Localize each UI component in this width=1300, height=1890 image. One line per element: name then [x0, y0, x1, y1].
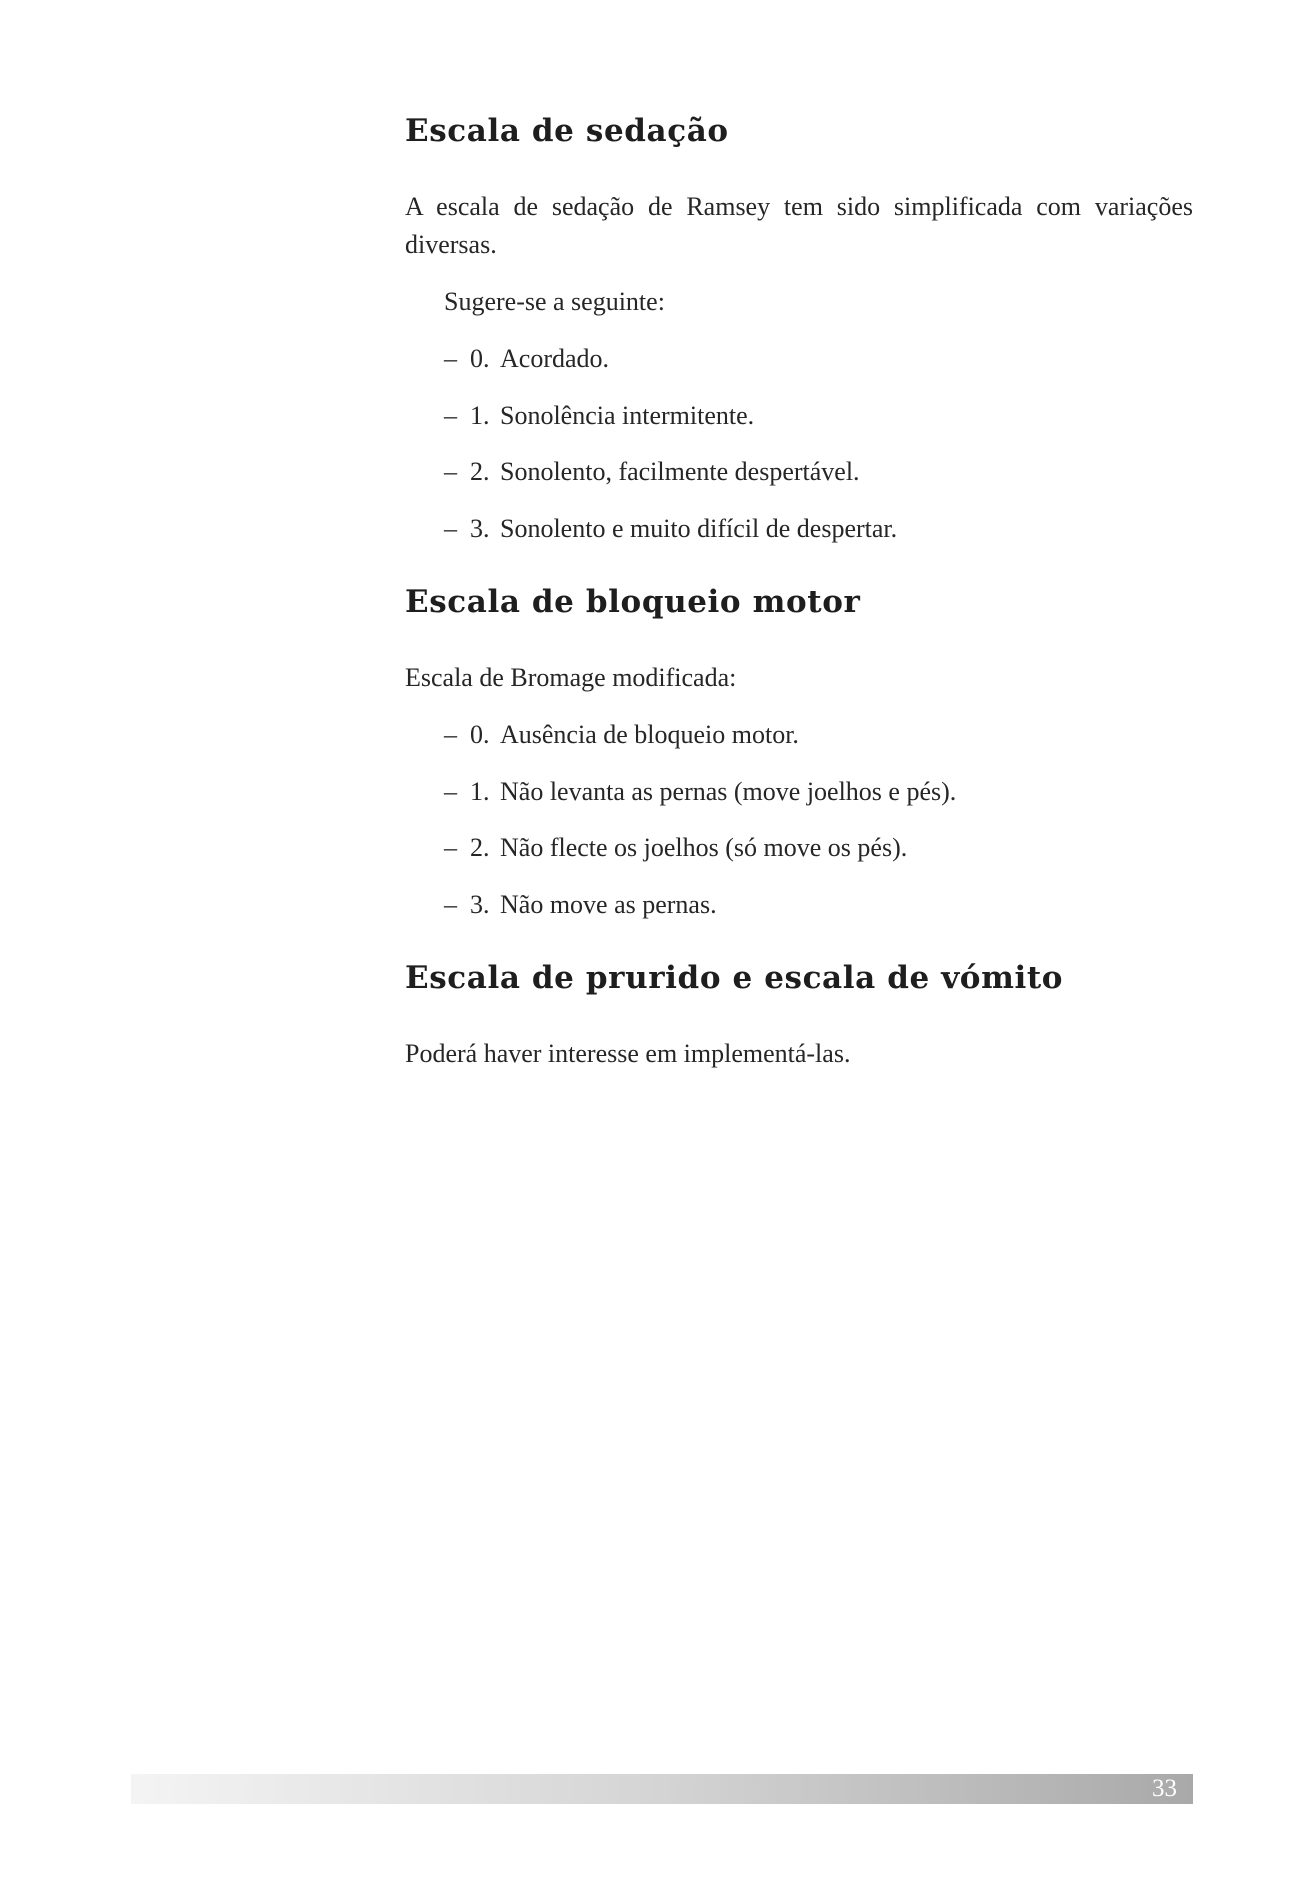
page-number: 33 — [1152, 1775, 1177, 1802]
list-text: Acordado. — [500, 344, 610, 373]
list-dash: – — [444, 344, 457, 373]
list-dash: – — [444, 514, 457, 543]
list-text: Não levanta as pernas (move joelhos e pés). — [500, 777, 957, 806]
list-item-bloqueio-0 — [444, 716, 799, 754]
list-item-bloqueio-3 — [444, 886, 717, 924]
list-dash: – — [444, 890, 457, 919]
footer-gradient-bar — [131, 1774, 1193, 1804]
list-item-sedacao-1 — [444, 397, 754, 435]
paragraph-bloqueio-intro: Escala de Bromage modificada: — [405, 663, 737, 692]
list-number: 2. — [470, 457, 490, 486]
list-number: 3. — [470, 890, 490, 919]
heading-escala-de-prurido-e-vomito: Escala de prurido e escala de vómito — [405, 960, 1064, 996]
heading-escala-de-sedacao: Escala de sedação — [405, 113, 729, 149]
list-dash: – — [444, 457, 457, 486]
list-item-sedacao-2 — [444, 453, 860, 491]
paragraph-prurido-intro: Poderá haver interesse em implementá-las. — [405, 1039, 851, 1068]
list-text: Ausência de bloqueio motor. — [500, 720, 799, 749]
paragraph-sedacao-lead: Sugere-se a seguinte: — [444, 287, 665, 316]
list-text: Sonolento e muito difícil de despertar. — [500, 514, 898, 543]
paragraph-sedacao-intro: A escala de sedação de Ramsey tem sido simplificada com variações diversas. — [405, 192, 1193, 259]
list-text: Sonolência intermitente. — [500, 401, 755, 430]
heading-escala-de-bloqueio-motor: Escala de bloqueio motor — [405, 584, 861, 620]
list-number: 2. — [470, 833, 490, 862]
list-dash: – — [444, 833, 457, 862]
list-text: Não move as pernas. — [500, 890, 717, 919]
list-dash: – — [444, 777, 457, 806]
list-item-sedacao-0 — [444, 340, 609, 378]
list-item-bloqueio-2 — [444, 829, 907, 867]
list-number: 3. — [470, 514, 490, 543]
list-number: 1. — [470, 777, 490, 806]
list-number: 1. — [470, 401, 490, 430]
list-text: Não flecte os joelhos (só move os pés). — [500, 833, 908, 862]
list-item-sedacao-3 — [444, 510, 897, 548]
list-dash: – — [444, 401, 457, 430]
list-number: 0. — [470, 720, 490, 749]
list-item-bloqueio-1 — [444, 773, 956, 811]
list-dash: – — [444, 720, 457, 749]
list-number: 0. — [470, 344, 490, 373]
list-text: Sonolento, facilmente despertável. — [500, 457, 860, 486]
